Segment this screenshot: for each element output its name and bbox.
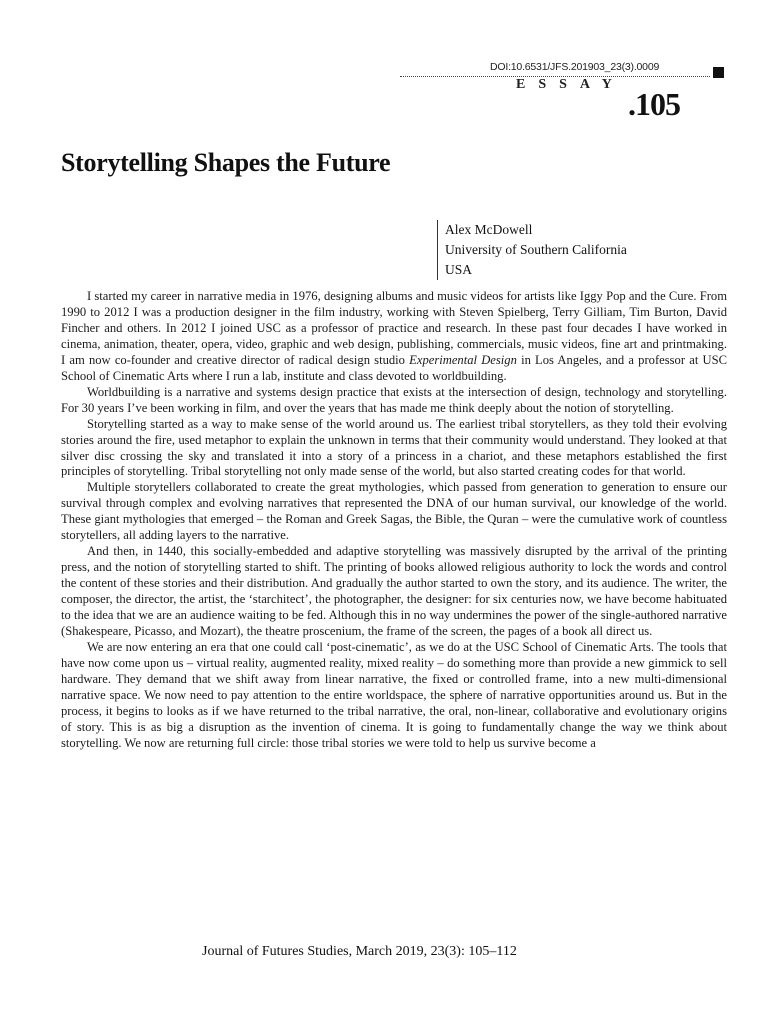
author-country: USA: [445, 262, 473, 277]
studio-name-emphasis: Experimental Design: [409, 352, 517, 367]
body-paragraph: Multiple storytellers collaborated to create the great mythologies, which passed from generation to generation to ensure our survival through complex and evolving narratives that represented the DNA of our human survival, our knowledge of the world. These giant mythologies that emerged – the Roman and Greek Sagas, the Bible, the Quran – were the cumulative work of countless storytellers, all adding layers to the narrative.: [61, 480, 727, 543]
article-body: [61, 289, 727, 752]
body-paragraph: Worldbuilding is a narrative and systems design practice that exists at the intersection of design, technology and storytelling. For 30 years I’ve been working in film, and over the years that has made me think deeply about the notion of storytelling.: [61, 384, 727, 415]
body-paragraph: We are now entering an era that one could call ‘post-cinematic’, as we do at the USC School of Cinematic Arts. The tools that have now come upon us – virtual reality, augmented reality, mixed reality – do something more than provide a new gimmick to sell hardware. They demand that we shift away from linear narrative, the fixed or controlled frame, into a new multi-dimensional narrative space. We now need to pay attention to the entire worldspace, the sphere of narrative opportunities around us. But in the process, it begins to looks as if we have returned to the tribal narrative, the oral, non-linear, collaborative and evolutionary origins of story. This is as big a disruption as the invention of cinema. It is going to fundamentally change the way we think about storytelling. We now are returning full circle: those tribal stories we were told to help us survive become a: [61, 639, 727, 750]
section-label: ESSAY: [516, 77, 625, 92]
header-square-mark: [713, 67, 724, 78]
author-block: [437, 220, 627, 280]
body-paragraph: Storytelling started as a way to make sense of the world around us. The earliest tribal storytellers, as they told their evolving stories around the fire, used metaphor to explain the unknown in terms that their community would understand. They looked at that silver disc crossing the sky and translated it into a story of a princess in a chariot, and these metaphors established the first principles of storytelling. Tribal storytelling not only made sense of the world, but also started creating codes for that world.: [61, 416, 727, 479]
journal-citation-footer: Journal of Futures Studies, March 2019, 23(3): 105–112: [202, 944, 517, 959]
article-title: Storytelling Shapes the Future: [61, 148, 391, 177]
body-paragraph: And then, in 1440, this socially-embedded and adaptive storytelling was massively disrupted by the arrival of the printing press, and the notion of storytelling started to shift. The printing of books allowed religious authority to lock the words and control the content of these stories and their distribution. And gradually the author started to own the story, and its audience. The writer, the composer, the director, the artist, the ‘starchitect’, the photographer, the designer: for six centuries now, we have become habituated to the idea that we are an audience waiting to be fed. Although this in no way undermines the power of the single-authored narrative (Shakespeare, Picasso, and Mozart), the theatre proscenium, the frame of the screen, the pages of a book all direct us.: [61, 544, 727, 639]
paragraph-text: in Los Angeles, and a professor at USC School of Cinematic Arts where I run a lab, institute and class devoted to worldbuilding.: [61, 352, 728, 383]
paragraph-text: I started my career in narrative media in 1976, designing albums and music videos for artists like Iggy Pop and the Cure. From 1990 to 2012 I was a production designer in the film industry, working with Steven Spielberg, Terry Gilliam, Tim Burton, David Fincher and others. In 2012 I joined USC as a professor of practice and research. In these past four decades I have worked in cinema, animation, theater, opera, video, graphic and web design, publishing, commercials, music videos, fine art and printmaking. I am now co-founder and creative director of radical design studio: [61, 289, 727, 367]
page-number: .105: [628, 86, 680, 122]
body-paragraph: [61, 289, 727, 385]
author-name: Alex McDowell: [445, 222, 533, 237]
doi-label: DOI:10.6531/JFS.201903_23(3).0009: [490, 61, 660, 73]
author-affiliation: University of Southern California: [445, 242, 627, 257]
